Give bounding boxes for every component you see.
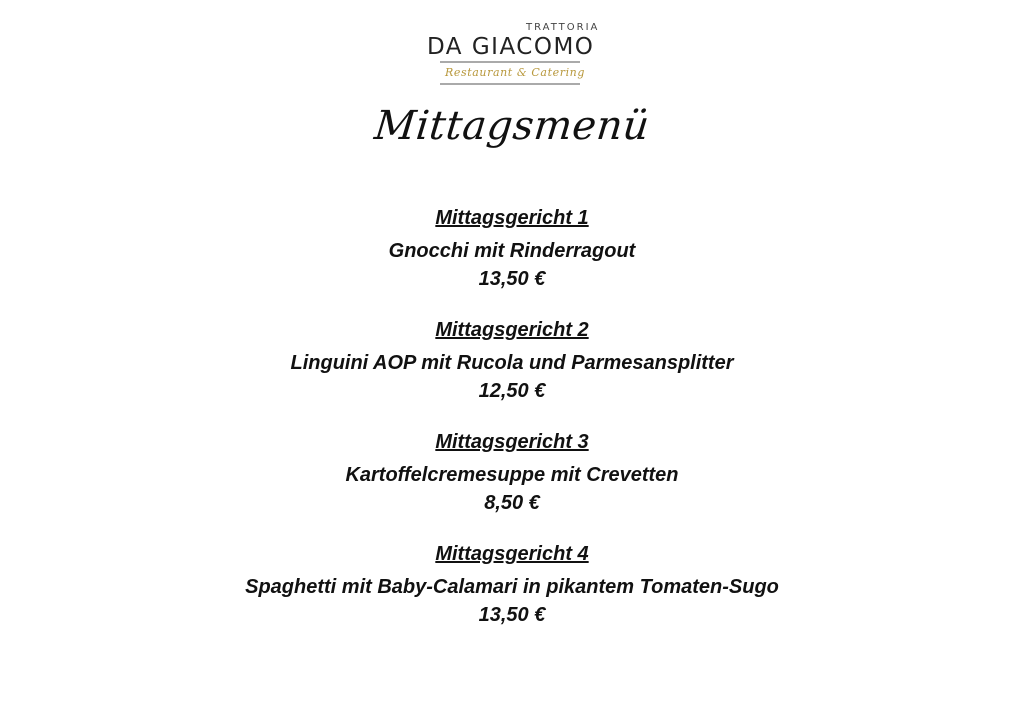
logo-small-text: TRATTORIA	[526, 22, 600, 33]
menu-item-dish: Spaghetti mit Baby-Calamari in pikantem Tomaten-Sugo	[245, 576, 779, 598]
menu-item-title: Mittagsgericht 4	[435, 543, 589, 565]
logo-main-text: DA GIACOMO	[427, 34, 595, 60]
menu-item-dish: Kartoffelcremesuppe mit Crevetten	[345, 464, 679, 486]
lunch-menu	[0, 204, 1024, 652]
menu-item-title: Mittagsgericht 2	[435, 319, 589, 341]
page-title: Mittagsmenü	[372, 103, 652, 149]
menu-item-price: 13,50 €	[478, 604, 546, 626]
menu-item	[0, 540, 1024, 652]
menu-item-price: 8,50 €	[484, 492, 540, 514]
menu-item	[0, 316, 1024, 428]
menu-item-title: Mittagsgericht 1	[435, 207, 589, 229]
menu-item	[0, 428, 1024, 540]
menu-item-dish: Gnocchi mit Rinderragout	[388, 240, 636, 262]
menu-item	[0, 204, 1024, 316]
restaurant-logo	[0, 22, 1024, 92]
logo-sub-text: Restaurant & Catering	[445, 66, 586, 79]
menu-item-price: 12,50 €	[478, 380, 546, 402]
menu-item-dish: Linguini AOP mit Rucola und Parmesansplitter	[290, 352, 734, 374]
menu-item-price: 13,50 €	[478, 268, 546, 290]
menu-item-title: Mittagsgericht 3	[435, 431, 589, 453]
